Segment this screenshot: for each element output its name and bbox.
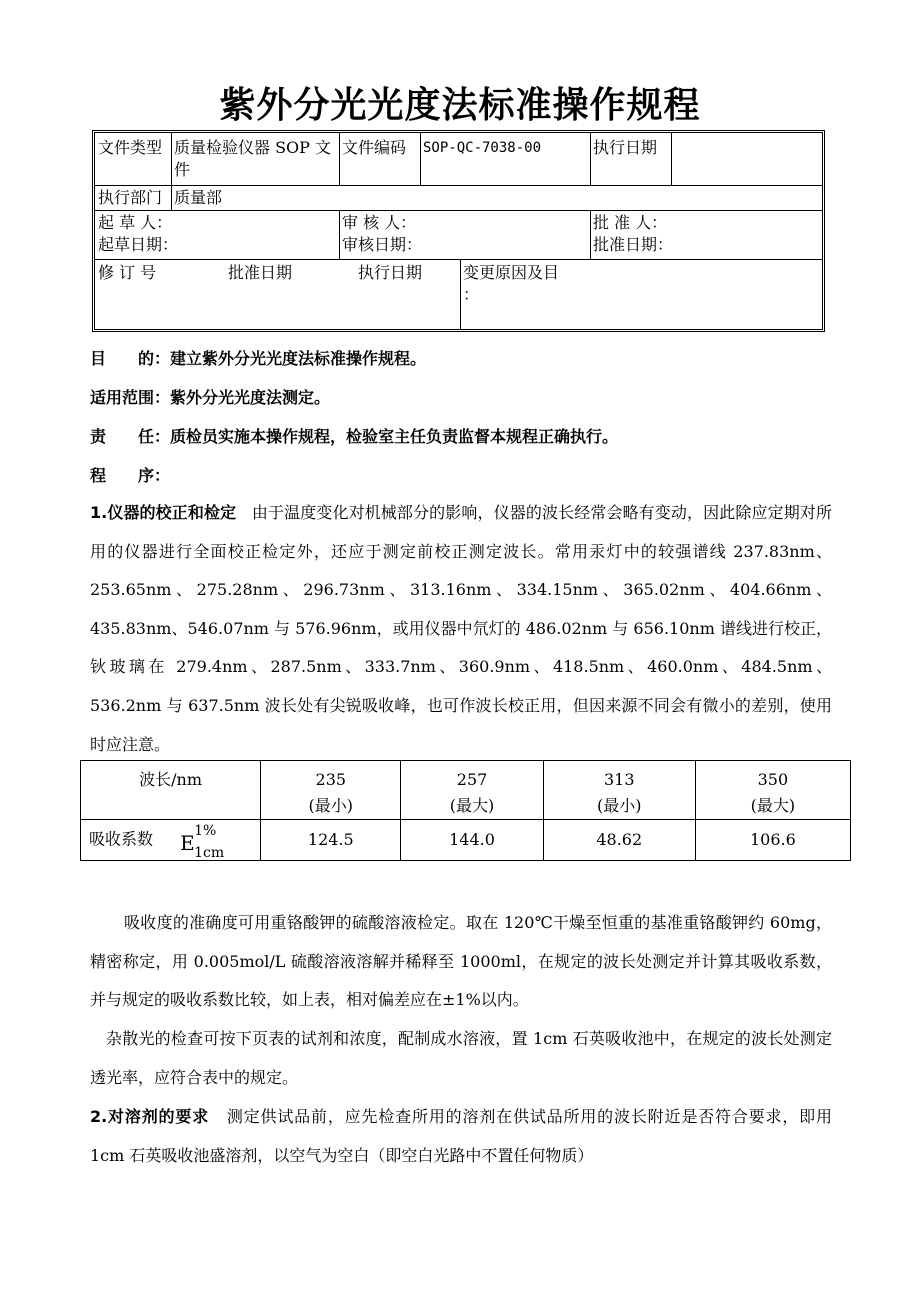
header-row-divider [95, 259, 822, 260]
doc-type-value [171, 137, 339, 181]
stray-light-paragraph: 杂散光的检查可按下页表的试剂和浓度，配制成水溶液，置 1cm 石英吸收池中，在规定的波长处测定透光率，应符合表中的规定。 [90, 1029, 832, 1087]
e-symbol-sup: 1% [194, 823, 217, 839]
header-row-divider [95, 210, 822, 211]
page-title: 紫外分光光度法标准操作规程 [219, 85, 701, 126]
accuracy-paragraph: 吸收度的准确度可用重铬酸钾的硫酸溶液检定。取在 120℃干燥至恒重的基准重铬酸钾约 60mg，精密称定，用 0.005mol/L 硫酸溶液溶解并稀释至 1000ml，在规定的波长处测定并计算其吸收系数，并与规定的吸收系数比较，如上表，相对偏差应在±1%以内。 [90, 913, 832, 1010]
table-cell [401, 761, 543, 820]
wavelength-value: 235 [315, 770, 347, 789]
wavelength-value: 257 [456, 770, 488, 789]
doc-type-value-line2: 件 [174, 160, 191, 179]
step1-heading: 1.仪器的校正和检定 [90, 503, 237, 522]
doc-type-label: 文件类型 [98, 138, 163, 157]
table-row [81, 820, 851, 861]
header-col-divider [671, 133, 672, 185]
reviewer-label: 审 核 人： [342, 213, 417, 232]
step1-text: 由于温度变化对机械部分的影响，仪器的波长经常会略有变动，因此除应定期对所用的仪器进行全面校正检定外，还应于测定前校正测定波长。常用汞灯中的较强谱线 237.83nm、253.65nm、275.28nm、296.73nm、313.16nm、334.15nm、365.02nm、404.66nm、435.83nm、546.07nm 与 576.96nm，或用仪器中氘灯的 486.02nm 与 656.10nm 谱线进行校正，钬玻璃在 279.4nm、287.5nm、333.7nm、360.9nm、418.5nm、460.0nm、484.5nm、536.2nm 与 637.5nm 波长处有尖锐吸收峰，也可作波长校正用，但因来源不同会有微小的差别，使用时应注意。 [90, 503, 832, 754]
coefficient-label-cell [81, 820, 261, 861]
approver-block [590, 212, 820, 256]
section-scope: 适用范围：紫外分光光度法测定。 [90, 388, 331, 407]
section-purpose: 目 的：建立紫外分光光度法标准操作规程。 [90, 349, 427, 368]
doc-type-value-line1: 质量检验仪器 SOP 文 [174, 138, 332, 157]
table-cell [695, 761, 850, 820]
change-reason-line2: ： [463, 285, 480, 304]
step2-text: 测定供试品前，应先检查所用的溶剂在供试品所用的波长附近是否符合要求，即用 1cm 石英吸收池盛溶剂，以空气为空白（即空白光路中不置任何物质） [90, 1107, 832, 1165]
revision-exec-date-label: 执行日期 [358, 263, 423, 282]
wavelength-value: 313 [603, 770, 635, 789]
approver-label: 批 准 人： [593, 213, 668, 232]
reviewer-block [339, 212, 590, 256]
table-row [81, 761, 851, 820]
coefficient-value: 124.5 [261, 820, 401, 861]
drafter-label: 起 草 人： [98, 213, 173, 232]
revision-approve-date-label: 批准日期 [228, 263, 293, 282]
section-procedure: 程 序： [90, 466, 171, 485]
draft-date-label: 起草日期： [98, 235, 179, 254]
table-cell [261, 761, 401, 820]
drafter-block [95, 212, 339, 256]
change-reason-line1: 变更原因及目 [463, 263, 560, 282]
section-responsibility: 责 任：质检员实施本操作规程，检验室主任负责监督本规程正确执行。 [90, 427, 619, 446]
header-info-table [92, 130, 825, 332]
coefficient-label: 吸收系数 [89, 829, 154, 849]
e-symbol-main: E [180, 831, 195, 855]
approve-date-label: 批准日期： [593, 235, 674, 254]
doc-code-value: SOP-QC-7038-00 [423, 140, 542, 156]
dept-label: 执行部门 [98, 188, 163, 207]
table-cell [543, 761, 695, 820]
e-1cm-symbol [180, 820, 226, 860]
wavelength-note: (最大) [750, 796, 796, 815]
wavelength-note: (最小) [596, 796, 642, 815]
exec-date-label: 执行日期 [593, 138, 658, 157]
step1-paragraph [90, 494, 832, 764]
coefficient-value: 144.0 [401, 820, 543, 861]
absorption-coefficient-table [80, 760, 851, 861]
coefficient-value: 48.62 [543, 820, 695, 861]
change-reason-label [460, 262, 640, 306]
wavelength-value: 350 [757, 770, 789, 789]
wavelength-header: 波长/nm [81, 761, 261, 820]
wavelength-note: (最大) [449, 796, 495, 815]
revision-number-label: 修 订 号 [98, 263, 157, 282]
coefficient-value: 106.6 [695, 820, 850, 861]
doc-code-label: 文件编码 [342, 138, 407, 157]
header-row-divider [95, 185, 822, 186]
dept-value: 质量部 [174, 188, 223, 207]
step2-heading: 2.对溶剂的要求 [90, 1107, 210, 1126]
step2-paragraph [90, 1098, 832, 1175]
e-symbol-sub: 1cm [194, 845, 225, 861]
review-date-label: 审核日期： [342, 235, 423, 254]
wavelength-note: (最小) [308, 796, 354, 815]
